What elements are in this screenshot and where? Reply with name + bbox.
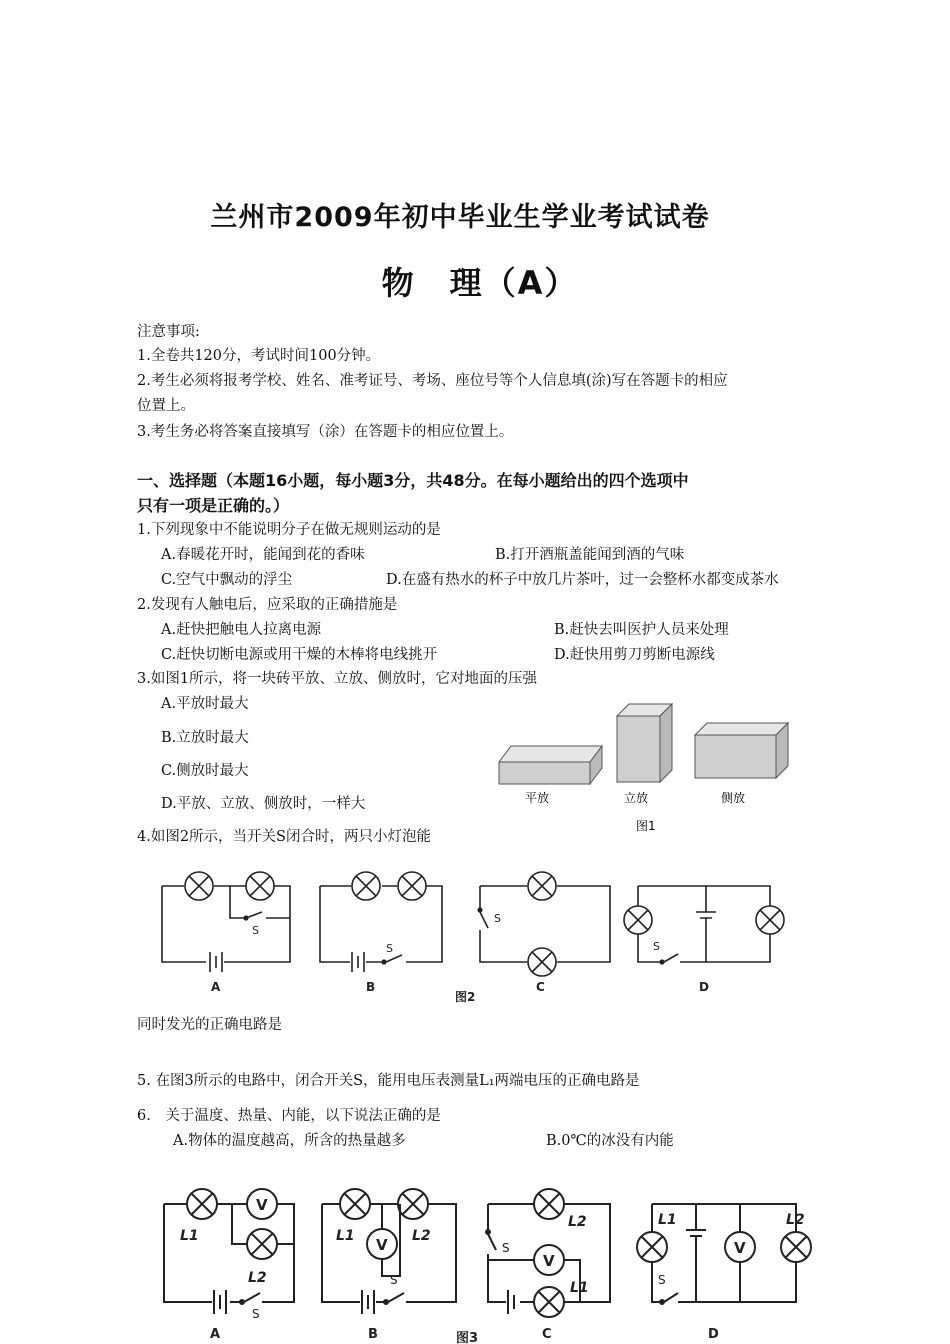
svg-text:V: V	[376, 1236, 388, 1254]
note-item: 3.考生务必将答案直接填写（涂）在答题卡的相应位置上。	[137, 424, 514, 440]
svg-text:S: S	[252, 924, 259, 937]
svg-text:S: S	[494, 912, 501, 925]
circuit-3c	[486, 1189, 610, 1342]
svg-text:S: S	[386, 942, 393, 955]
circuit-3d	[637, 1204, 811, 1342]
svg-text:L1: L1	[570, 1280, 589, 1296]
option-a: A.春暖花开时，能闻到花的香味	[161, 547, 365, 563]
option-c: C.赶快切断电源或用干燥的木棒将电线挑开	[161, 647, 438, 663]
option-c: C.侧放时最大	[161, 763, 249, 779]
fig3-caption: 图3	[456, 1331, 479, 1344]
option-b: B.打开酒瓶盖能闻到酒的气味	[495, 547, 685, 563]
notes-heading: 注意事项:	[137, 324, 200, 340]
circuit-label: D	[708, 1327, 719, 1342]
fig2-caption: 图2	[455, 990, 476, 1004]
circuit-label: A	[211, 980, 221, 994]
option-a: A.平放时最大	[161, 696, 249, 712]
circuit-label: B	[366, 980, 376, 994]
svg-text:L2: L2	[248, 1270, 267, 1286]
brick-side	[695, 723, 788, 778]
option-d: D.在盛有热水的杯子中放几片茶叶，过一会整杯水都变成茶水	[386, 572, 779, 588]
figure-3-circuits	[150, 1180, 815, 1344]
circuit-3a	[164, 1189, 294, 1342]
exam-title: 兰州市2009年初中毕业生学业考试试卷	[210, 202, 710, 233]
fig1-label: 侧放	[721, 791, 746, 805]
option-d: D.赶快用剪刀剪断电源线	[554, 647, 715, 663]
fig1-label: 立放	[624, 791, 649, 805]
exam-subtitle: 物 理（A）	[381, 264, 579, 302]
svg-text:L2: L2	[786, 1212, 805, 1228]
circuit-2b	[320, 872, 442, 994]
svg-text:S: S	[252, 1307, 260, 1321]
circuit-2a	[162, 872, 290, 994]
circuit-2c	[478, 872, 610, 994]
svg-text:L2: L2	[568, 1214, 587, 1230]
svg-text:S: S	[658, 1273, 666, 1287]
svg-text:S: S	[653, 940, 660, 953]
question-stem: 3.如图1所示，将一块砖平放、立放、侧放时，它对地面的压强	[137, 671, 538, 687]
question-stem: 2.发现有人触电后，应采取的正确措施是	[137, 597, 398, 613]
question-stem-tail: 同时发光的正确电路是	[137, 1017, 282, 1033]
brick-upright	[617, 704, 672, 782]
option-c: C.空气中飘动的浮尘	[161, 572, 293, 588]
section-heading: 一、选择题（本题16小题，每小题3分，共48分。在每小题给出的四个选项中	[137, 471, 689, 490]
circuit-label: A	[210, 1327, 221, 1342]
svg-text:L2: L2	[412, 1228, 431, 1244]
brick-flat	[499, 746, 602, 784]
circuit-2d	[624, 886, 784, 994]
section-heading-cont: 只有一项是正确的。）	[137, 496, 290, 515]
note-item: 位置上。	[137, 398, 195, 414]
option-b: B.0℃的冰没有内能	[546, 1133, 674, 1149]
svg-text:V: V	[734, 1239, 746, 1257]
question-stem: 1.下列现象中不能说明分子在做无规则运动的是	[137, 522, 441, 538]
circuit-label: C	[542, 1327, 552, 1342]
question-stem: 5. 在图3所示的电路中，闭合开关S，能用电压表测量L₁两端电压的正确电路是	[137, 1073, 640, 1089]
circuit-3b	[322, 1189, 456, 1342]
fig1-label: 平放	[525, 791, 550, 805]
circuit-label: B	[368, 1327, 378, 1342]
svg-text:V: V	[256, 1196, 268, 1214]
svg-text:V: V	[543, 1252, 555, 1270]
option-d: D.平放、立放、侧放时，一样大	[161, 796, 366, 812]
circuit-label: D	[699, 980, 709, 994]
option-b: B.立放时最大	[161, 730, 249, 746]
svg-text:S: S	[502, 1241, 510, 1255]
figure-2-circuits	[150, 866, 800, 1008]
fig1-caption: 图1	[636, 819, 656, 833]
svg-text:S: S	[390, 1273, 398, 1287]
option-b: B.赶快去叫医护人员来处理	[554, 622, 729, 638]
note-item: 1.全卷共120分，考试时间100分钟。	[137, 348, 381, 364]
question-stem: 4.如图2所示，当开关S闭合时，两只小灯泡能	[137, 829, 431, 845]
option-a: A.物体的温度越高，所含的热量越多	[173, 1133, 406, 1149]
svg-text:L1: L1	[180, 1228, 199, 1244]
note-item: 2.考生必须将报考学校、姓名、准考证号、考场、座位号等个人信息填(涂)写在答题卡的相应	[137, 373, 728, 389]
question-stem: 6. 关于温度、热量、内能，以下说法正确的是	[137, 1108, 441, 1124]
svg-text:L1: L1	[658, 1212, 677, 1228]
figure-1-bricks	[495, 700, 800, 840]
option-a: A.赶快把触电人拉离电源	[161, 622, 322, 638]
svg-text:L1: L1	[336, 1228, 355, 1244]
circuit-label: C	[536, 980, 545, 994]
